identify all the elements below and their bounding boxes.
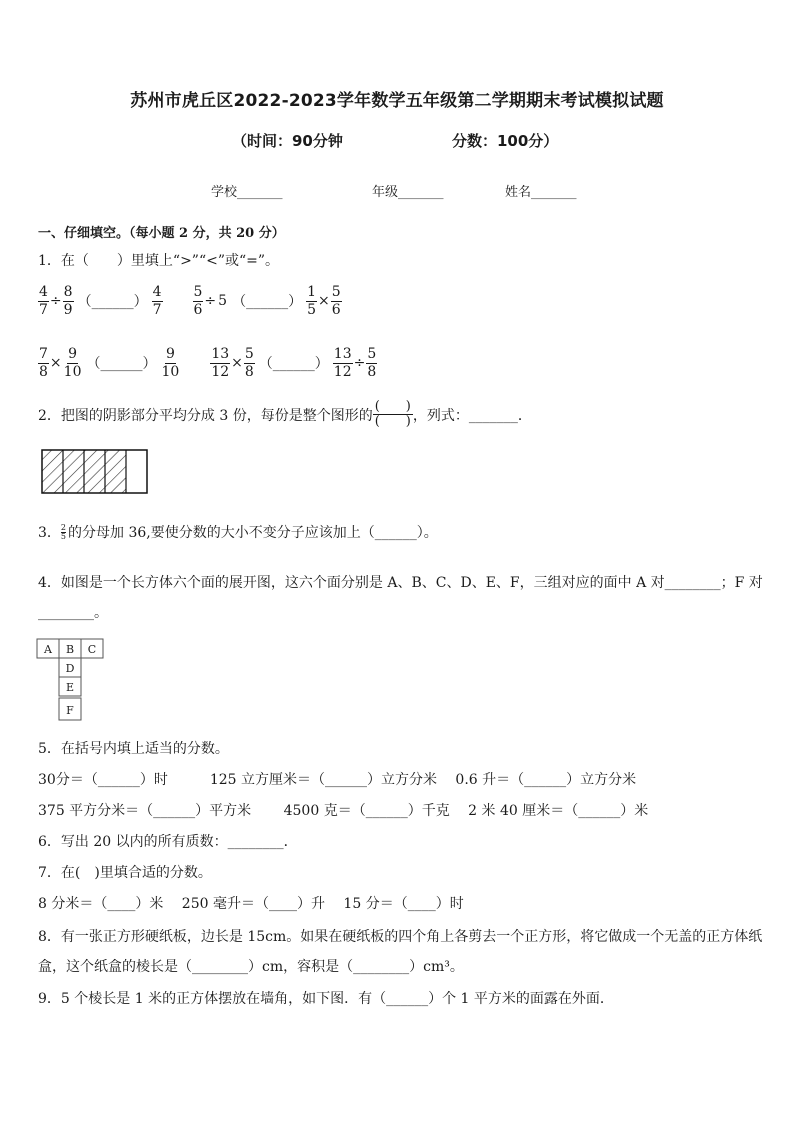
question-4-line-1: 4．如图是一个长方体六个面的展开图，这六个面分别是 A、B、C、D、E、F，三组对应的面中 A 对________；F 对 xyxy=(38,575,763,591)
fraction: $\frac{4}{7}$ xyxy=(152,284,162,318)
answer-blank: （______） xyxy=(232,294,303,311)
cuboid-net-figure xyxy=(36,638,106,724)
question-2: 2．把图的阴影部分平均分成 3 份，每份是整个图形的 ( ) ( ) ，列式：_______． xyxy=(38,399,532,430)
question-7-prompt: 7．在( )里填合适的分数。 xyxy=(38,865,212,881)
question-4-line-2: ________。 xyxy=(38,605,108,621)
answer-fraction-blank: ( ) ( ) xyxy=(374,399,411,430)
score-label: 分数：100分） xyxy=(452,132,559,150)
fraction: $\frac{4}{7}$ xyxy=(39,284,48,318)
shaded-rectangle-figure xyxy=(41,449,149,495)
question-5-prompt: 5．在括号内填上适当的分数。 xyxy=(38,741,229,757)
question-5-line-1: 30分＝（______）时 125 立方厘米＝（______）立方分米 0.6 升＝（______）立方分米 xyxy=(38,772,637,788)
answer-blank: （______） xyxy=(258,356,329,373)
fraction: $\frac{5}{6}$ xyxy=(193,284,203,318)
question-8-line-1: 8．有一张正方形硬纸板，边长是 15cm。如果在硬纸板的四个角上各剪去一个正方形，将它做成一个无盖的正方体纸 xyxy=(38,929,763,945)
time-label: （时间：90分钟 xyxy=(232,132,343,150)
question-1-row-1: $\frac{4}{7}$ ÷ $\frac{8}{9}$ （______） $\frac{4}{7}$ $\frac{5}{6}$ ÷ 5 （______） $\frac{1}{5}$ × $\frac{5}{6}$ xyxy=(39,284,341,318)
fraction: $\frac{1}{5}$ xyxy=(307,284,316,318)
grade-field: 年级_______ xyxy=(372,185,444,200)
fraction: $\frac{5}{8}$ xyxy=(367,346,377,380)
question-7-line: 8 分米＝（____）米 250 毫升＝（____）升 15 分＝（____）时 xyxy=(38,896,464,912)
answer-blank: （______） xyxy=(77,294,148,311)
question-1-prompt: 1．在（ ）里填上“>”“<”或“=”。 xyxy=(38,253,280,269)
question-5-line-2: 375 平方分米＝（______）平方米 4500 克＝（______）千克 2 米 40 厘米＝（______）米 xyxy=(38,803,649,819)
school-field: 学校_______ xyxy=(211,185,283,200)
name-field: 姓名_______ xyxy=(505,185,577,200)
face-label: D xyxy=(65,662,75,675)
question-8-line-2: 盒，这个纸盒的棱长是（________）cm，容积是（________）cm³。 xyxy=(38,959,464,975)
fraction: $\frac{13}{12}$ xyxy=(211,346,230,380)
face-label: C xyxy=(87,643,97,656)
fraction: 2 5 xyxy=(60,522,67,541)
face-label: F xyxy=(66,704,74,717)
answer-blank: （______） xyxy=(86,356,157,373)
page-title: 苏州市虎丘区2022-2023学年数学五年级第二学期期末考试模拟试题 xyxy=(130,91,664,111)
question-1-row-2: $\frac{7}{8}$ × $\frac{9}{10}$ （______） $\frac{9}{10}$ $\frac{13}{12}$ × $\frac{5}{8}$ （______） $\frac{13}{12}$ ÷ $\frac{5}{8}$ xyxy=(39,346,377,380)
question-3: 3． 2 5 的分母加 36,要使分数的大小不变分子应该加上（______）。 xyxy=(38,522,438,541)
question-6: 6．写出 20 以内的所有质数：________． xyxy=(38,834,298,850)
section-title: 一、仔细填空。（每小题 2 分，共 20 分） xyxy=(38,226,285,241)
face-label: B xyxy=(65,643,75,656)
fraction: $\frac{5}{6}$ xyxy=(331,284,341,318)
fraction: $\frac{7}{8}$ xyxy=(39,346,48,380)
fraction: $\frac{8}{9}$ xyxy=(63,284,73,318)
fraction: $\frac{13}{12}$ xyxy=(333,346,352,380)
fraction: $\frac{5}{8}$ xyxy=(244,346,254,380)
question-9: 9．5 个棱长是 1 米的正方体摆放在墙角，如下图．有（______）个 1 平方米的面露在外面． xyxy=(38,991,614,1007)
face-label: A xyxy=(44,643,52,656)
face-label: E xyxy=(65,681,75,694)
fraction: $\frac{9}{10}$ xyxy=(161,346,180,380)
fraction: $\frac{9}{10}$ xyxy=(63,346,82,380)
